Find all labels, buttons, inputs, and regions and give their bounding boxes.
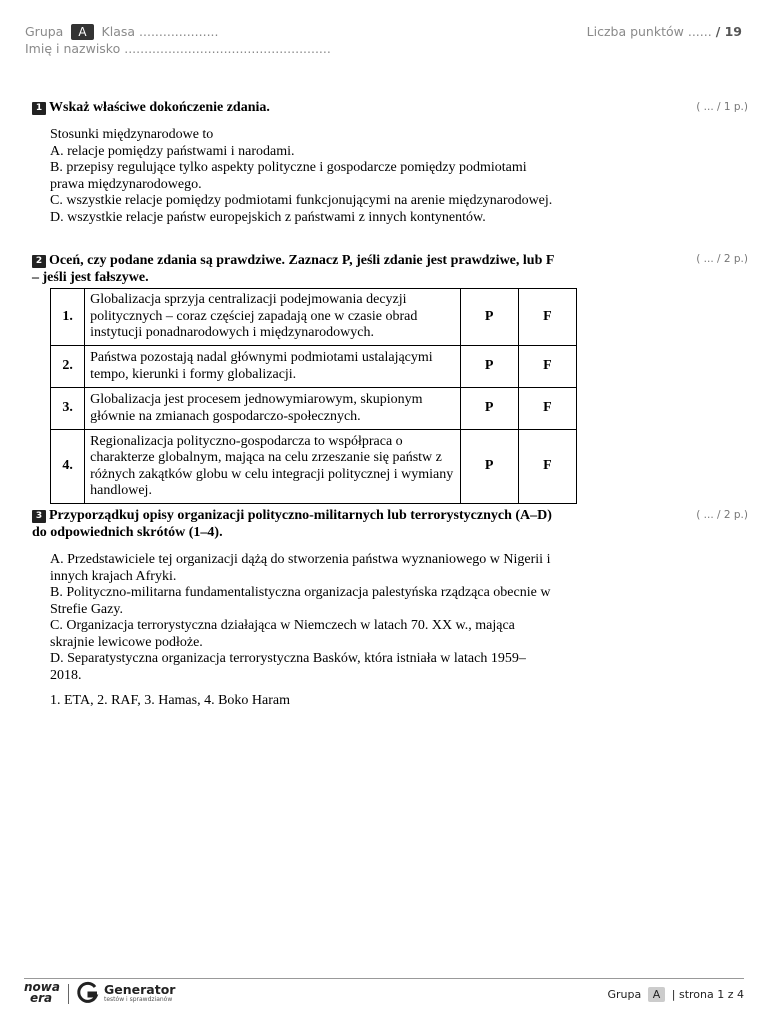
row-number: 4. <box>51 430 85 504</box>
row-statement: Globalizacja jest procesem jednowymiarowym, skupionym głównie na zmianach gospodarczo-społecznych. <box>85 388 460 430</box>
row-statement: Globalizacja sprzyja centralizacji podejmowania decyzji politycznych – coraz częściej zapadają one w czasie obrad instytucji ponadnarodowych i międzynarodowych. <box>85 289 460 346</box>
q3-points: ( ... / 2 p.) <box>696 509 748 521</box>
q3-option-d: D. Separatystyczna organizacja terrorystyczna Basków, która istniała w latach 1959– <box>50 651 526 666</box>
points-total <box>587 24 742 39</box>
table-row <box>51 388 577 430</box>
header-name <box>25 41 331 56</box>
footer-divider <box>24 978 744 979</box>
q3-title <box>32 508 577 541</box>
q3-title-line2: do odpowiednich skrótów (1–4). <box>32 524 223 540</box>
q3-answer-key: 1. ETA, 2. RAF, 3. Hamas, 4. Boko Haram <box>50 693 291 708</box>
nowa-era-logo <box>24 982 60 1004</box>
false-option[interactable]: F <box>518 346 576 388</box>
table-row <box>51 289 577 346</box>
logo-separator <box>68 984 69 1004</box>
points-label: Liczba punktów <box>586 24 684 39</box>
q2-title-line1: Oceń, czy podane zdania są prawdziwe. Zaznacz P, jeśli zdanie jest prawdziwe, lub F <box>49 253 555 268</box>
true-option[interactable]: P <box>460 346 518 388</box>
q1-line: Stosunki międzynarodowe to <box>50 127 214 142</box>
q3-option-c-cont: skrajnie lewicowe podłoże. <box>50 634 203 650</box>
page-indicator <box>607 987 744 1002</box>
generator-logo-text: Generator <box>104 982 176 997</box>
q1-title-text: Wskaż właściwe dokończenie zdania. <box>49 100 270 115</box>
q2-points: ( ... / 2 p.) <box>696 253 748 265</box>
header-group-class <box>25 24 219 40</box>
q1-option-b-cont: prawa międzynarodowego. <box>50 176 202 192</box>
class-field: .................... <box>139 24 219 39</box>
q2-number-badge: 2 <box>32 255 46 268</box>
class-label: Klasa <box>101 24 136 39</box>
q3-option-d-cont: 2018. <box>50 667 82 683</box>
row-number: 1. <box>51 289 85 346</box>
points-field: ...... <box>687 24 712 39</box>
row-number: 3. <box>51 388 85 430</box>
table-row <box>51 346 577 388</box>
true-option[interactable]: P <box>460 388 518 430</box>
q3-number-badge: 3 <box>32 510 46 523</box>
q1-title <box>32 100 577 117</box>
footer-page-text: | strona 1 z 4 <box>671 988 744 1001</box>
table-row <box>51 430 577 504</box>
q3-option-b-cont: Strefie Gazy. <box>50 601 123 617</box>
true-option[interactable]: P <box>460 430 518 504</box>
group-label: Grupa <box>25 24 64 39</box>
generator-logo-subtitle: testów i sprawdzianów <box>104 996 173 1003</box>
name-label: Imię i nazwisko <box>25 41 121 56</box>
group-badge: A <box>71 24 93 40</box>
q2-title <box>32 253 577 286</box>
q1-number-badge: 1 <box>32 102 46 115</box>
false-option[interactable]: F <box>518 289 576 346</box>
q3-option-a-cont: innych krajach Afryki. <box>50 568 177 584</box>
row-statement: Regionalizacja polityczno-gospodarcza to współpraca o charakterze globalnym, mająca na celu zrzeszanie się państw z różnych zakątków globu w celu integracji politycznej i wymiany handlowej. <box>85 430 460 504</box>
name-field: .................................................... <box>124 41 331 56</box>
logo-nowa-text: nowa <box>24 980 60 994</box>
points-max: / 19 <box>715 24 742 39</box>
q1-option-b: B. przepisy regulujące tylko aspekty polityczne i gospodarcze pomiędzy podmiotami <box>50 160 527 175</box>
q3-title-line1: Przyporządkuj opisy organizacji polityczno-militarnych lub terrorystycznych (A–D) <box>49 508 552 523</box>
logo-era-text: era <box>30 991 53 1005</box>
row-statement: Państwa pozostają nadal głównymi podmiotami ustalającymi tempo, kierunki i formy globalizacji. <box>85 346 460 388</box>
false-option[interactable]: F <box>518 388 576 430</box>
row-number: 2. <box>51 346 85 388</box>
q1-body <box>50 127 580 226</box>
true-false-table <box>50 288 577 504</box>
q1-option-c: C. wszystkie relacje pomiędzy podmiotami funkcjonującymi na arenie międzynarodowej. <box>50 193 553 208</box>
q1-option-a: A. relacje pomiędzy państwami i narodami. <box>50 143 295 159</box>
q1-points: ( ... / 1 p.) <box>696 101 748 113</box>
q3-option-c: C. Organizacja terrorystyczna działająca w Niemczech w latach 70. XX w., mająca <box>50 618 515 633</box>
q3-option-b: B. Polityczno-militarna fundamentalistyczna organizacja palestyńska rządząca obecnie w <box>50 585 551 600</box>
q3-option-a: A. Przedstawiciele tej organizacji dążą do stworzenia państwa wyznaniowego w Nigerii i <box>50 552 551 567</box>
true-option[interactable]: P <box>460 289 518 346</box>
q2-title-line2: – jeśli jest fałszywe. <box>32 269 149 285</box>
generator-g-icon <box>76 981 100 1005</box>
footer-group-label: Grupa <box>607 988 642 1001</box>
footer-group-badge: A <box>648 987 666 1002</box>
q1-option-d: D. wszystkie relacje państw europejskich z państwami z innych kontynentów. <box>50 209 486 225</box>
q3-body <box>50 552 580 684</box>
false-option[interactable]: F <box>518 430 576 504</box>
